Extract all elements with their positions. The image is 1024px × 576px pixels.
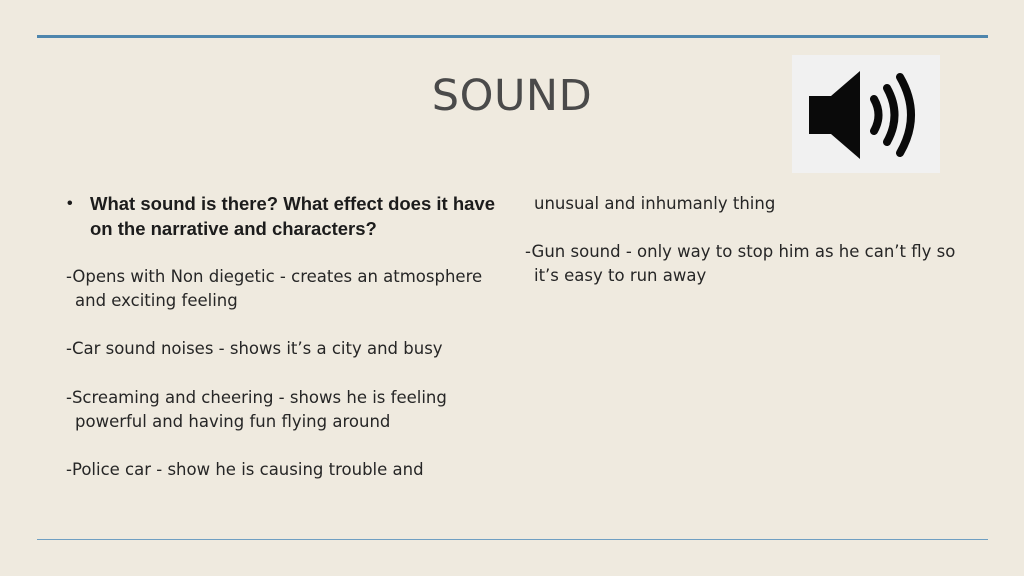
top-divider-line <box>37 35 988 38</box>
speaker-volume-icon <box>792 55 940 173</box>
list-item: -Police car - show he is causing trouble and <box>66 460 424 480</box>
bullet-heading <box>66 192 506 241</box>
right-text-column <box>525 192 965 289</box>
list-item-continuation: unusual and inhumanly thing <box>534 194 776 213</box>
left-text-column <box>66 192 506 482</box>
bullet-heading-text: What sound is there? What effect does it have on the narrative and characters? <box>90 193 495 239</box>
list-item: -Opens with Non diegetic - creates an atmosphere and exciting feeling <box>66 267 483 311</box>
list-item: -Gun sound - only way to stop him as he can’t fly so it’s easy to run away <box>525 242 956 286</box>
list-item: -Car sound noises - shows it’s a city and busy <box>66 339 443 359</box>
slide-title: SOUND <box>431 71 593 121</box>
bottom-divider-line <box>37 539 988 540</box>
bullet-dot: • <box>67 195 73 212</box>
speaker-image <box>792 55 940 173</box>
list-item: -Screaming and cheering - shows he is feeling powerful and having fun flying around <box>66 387 447 431</box>
